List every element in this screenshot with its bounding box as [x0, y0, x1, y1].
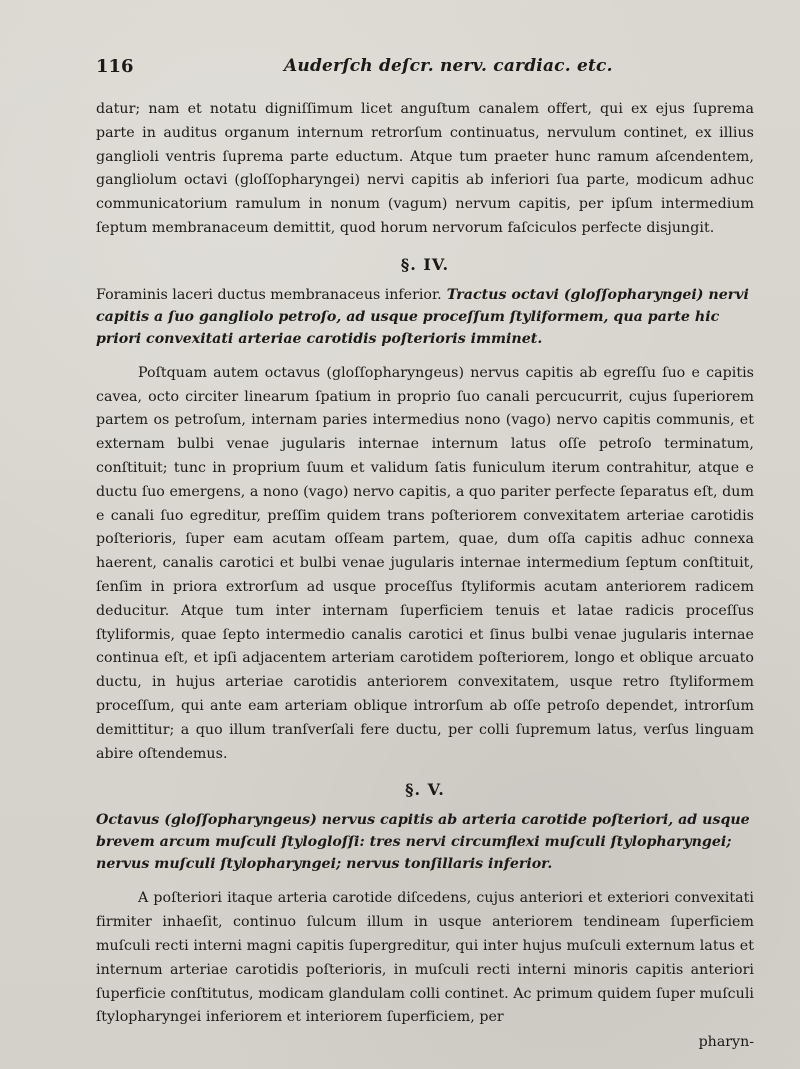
section-v-summary [96, 809, 754, 875]
page-number: 116 [96, 56, 134, 77]
section-iv-summary-roman: Foraminis laceri ductus membranaceus inferior. [96, 286, 442, 303]
section-iv-summary [96, 284, 754, 350]
intro-paragraph: datur; nam et notatu digniſſimum licet anguſtum canalem offert, qui ex ejus ſuprema parte in auditus organum internum retrorſum continuatus, nervulum continet, ex illius ganglioli ventris ſuprema parte eductum. Atque tum praeter hunc ramum aſcendentem, gangliolum octavi (gloſſopharyngei) nervi capitis ab inferiori ſua parte, modicum adhuc communicatorium ramulum in nonum (vagum) nervum capitis, per ipſum intermedium ſeptum membranaceum demittit, quod horum nervorum faſciculos perfecte disjungit. [96, 101, 754, 236]
section-iv-heading: §. IV. [400, 254, 450, 274]
page-header [96, 56, 754, 84]
section-iv-summary-italic: Tractus octavi (gloſſopharyngei) nervi capitis a ſuo gangliolo petroſo, ad usque proceſſum ſtyliformem, qua parte hic priori convexitati arteriae carotidis poſterioris imminet. [96, 286, 749, 347]
section-v-heading: §. V. [405, 780, 445, 800]
section-v-body: A poſteriori itaque arteria carotide diſcedens, cujus anteriori et exteriori convexitati firmiter inhaeſit, continuo ſulcum illum in usque anteriorem tendineam ſuperficiem muſculi recti interni magni capitis ſupergreditur, qui inter hujus muſculi externum latus et internum arteriae carotidis poſterioris, in muſculi recti interni minoris capitis anteriori ſuperficie conſtitutus, modicam glandulam colli continet. Ac primum quidem ſuper muſculi ſtylopharyngei inferiorem et interiorem ſuperficiem, per [96, 890, 754, 1026]
catchword: pharyn- [698, 1034, 754, 1051]
section-v-summary-italic: Octavus (gloſſopharyngeus) nervus capitis ab arteria carotide poſteriori, ad usque brevem arcum muſculi ſtylogloſſi: tres nervi circumflexi muſculi ſtylopharyngei; nervus muſculi ſtylopharyngei; nervus tonſillaris inferior. [96, 812, 750, 873]
running-head: Auderſch deſcr. nerv. cardiac. etc. [284, 56, 613, 76]
section-iv-body: Poſtquam autem octavus (gloſſopharyngeus) nervus capitis ab egreſſu ſuo e capitis cavea, octo circiter linearum ſpatium in proprio ſuo canali percucurrit, cujus ſuperiorem partem os petroſum, internam paries intermedius nono (vago) nervo capitis communis, et externam bulbi venae jugularis internae internum latus oſſe petroſo terminatum, conſtituit; tunc in proprium ſuum et validum ſatis funiculum iterum contrahitur, atque e ductu ſuo emergens, a nono (vago) nervo capitis, a quo pariter perfecte ſeparatus eſt, dum e canali ſuo egreditur, preſſim quidem trans poſteriorem convexitatem arteriae carotidis poſterioris, ſuper eam acutam oſſeam partem, quae, dum oſſa capitis adhuc connexa haerent, canalis carotici et bulbi venae jugularis internae intermedium ſeptum conſtituit, ſenſim in priora extrorſum ad usque proceſſus ſtyliformis acutam anteriorem radicem deducitur. Atque tum inter internam ſuperficiem tenuis et latae radicis proceſſus ſtyliformis, quae ſepto intermedio canalis carotici et ſinus bulbi venae jugularis internae continua eſt, et ipſi adjacentem arteriam carotidem poſteriorem, longo et oblique arcuato ductu, in hujus arteriae carotidis anteriorem convexitatem, usque retro ſtyliformem proceſſum, qui ante eam arteriam oblique introrſum ab oſſe petroſo dependet, introrſum demittitur; a quo illum tranſverſali fere ductu, per colli ſupremum latus, verſus linguam abire oſtendemus. [96, 364, 754, 762]
